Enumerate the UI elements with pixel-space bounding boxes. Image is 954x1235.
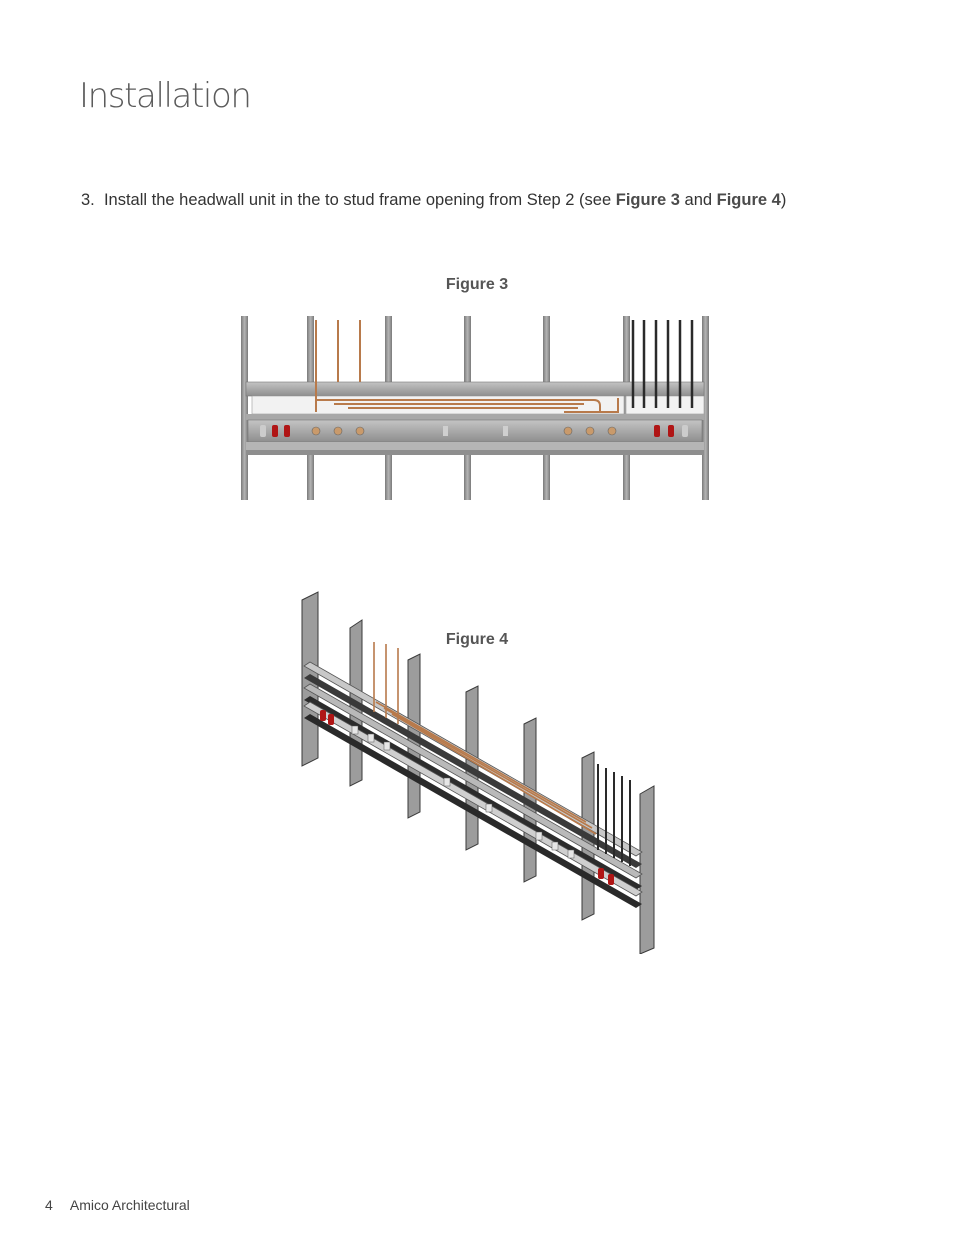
page-title: Installation — [79, 76, 251, 116]
figure-3-reference: Figure 3 — [615, 191, 680, 209]
headwall-unit — [246, 382, 704, 455]
step-text-end: ) — [780, 191, 787, 209]
instruction-step — [81, 191, 786, 210]
step-number: 3. — [81, 191, 95, 209]
step-text-mid: and — [679, 191, 717, 209]
gas-pipes-isometric — [598, 764, 630, 866]
figure-3-caption: Figure 3 — [445, 276, 509, 293]
footer-company: Amico Architectural — [69, 1197, 190, 1213]
figure-4-caption: Figure 4 — [445, 631, 509, 648]
step-text: Install the headwall unit in the to stud frame opening from Step 2 (see — [103, 191, 616, 209]
page-number: 4 — [45, 1197, 53, 1213]
figure-3-illustration — [238, 312, 716, 504]
figure-4-reference: Figure 4 — [716, 191, 781, 209]
page-footer — [45, 1197, 190, 1213]
